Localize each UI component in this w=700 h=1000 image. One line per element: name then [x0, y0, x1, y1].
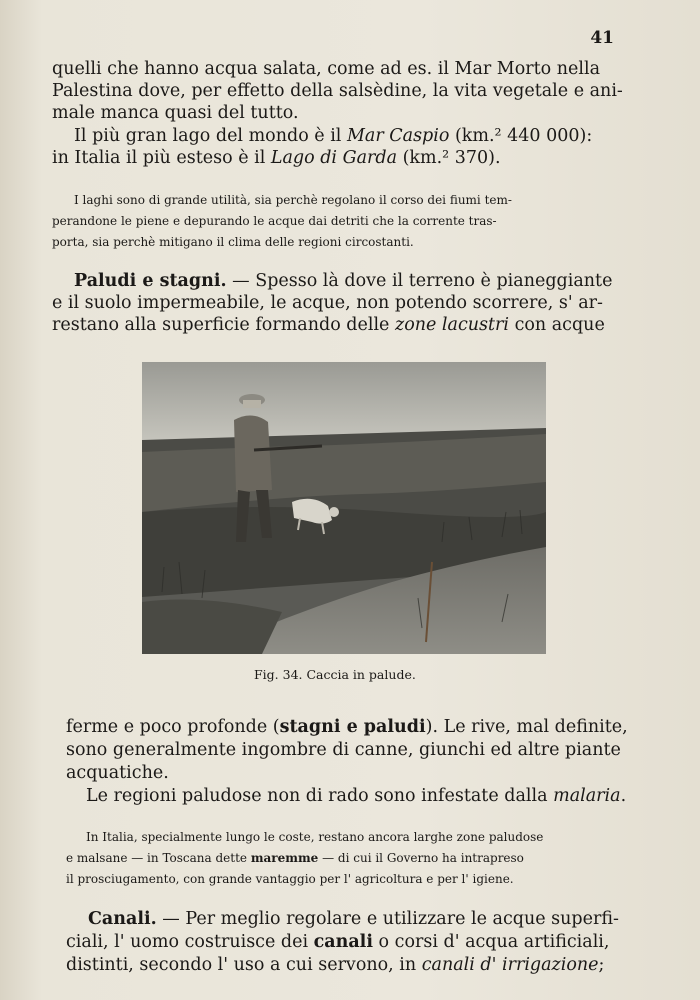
- bold-text: stagni e paludi: [279, 717, 426, 737]
- text-run: o corsi d' acqua artificiali,: [372, 932, 610, 952]
- text-line: acquatiche.: [66, 763, 169, 783]
- small-text-line: porta, sia perchè mitigano il clima delle regioni circostanti.: [52, 235, 414, 249]
- text-run: ferme e poco profonde (: [66, 717, 280, 737]
- text-line: [74, 125, 592, 148]
- text-line: [66, 931, 609, 954]
- text-line: [66, 954, 604, 977]
- text-run: Le regioni paludose non di rado sono infestate dalla: [86, 786, 554, 806]
- text-line: [66, 716, 628, 739]
- bold-text: maremme: [250, 851, 319, 865]
- emphasis-text: zone lacustri: [394, 315, 510, 335]
- text-line: [52, 314, 605, 337]
- text-run: distinti, secondo l' uso a cui servono, in: [66, 955, 422, 975]
- text-run: Il più gran lago del mondo è il: [74, 126, 347, 146]
- figure-caption: Fig. 34. Caccia in palude.: [254, 667, 416, 682]
- text-line: quelli che hanno acqua salata, come ad es. il Mar Morto nella: [52, 59, 601, 79]
- emphasis-text: Mar Caspio: [346, 126, 450, 146]
- text-run: — Spesso là dove il terreno è pianeggiante: [226, 271, 613, 291]
- small-text-line: In Italia, specialmente lungo le coste, restano ancora larghe zone paludose: [86, 830, 544, 844]
- text-run: — di cui il Governo ha intrapreso: [318, 851, 524, 865]
- text-run: e malsane — in Toscana dette: [66, 851, 251, 865]
- emphasis-text: Lago di Garda: [270, 148, 398, 168]
- text-line: sono generalmente ingombre di canne, giunchi ed altre piante: [66, 740, 621, 760]
- section-heading-line: [88, 908, 619, 931]
- small-text-line: il prosciugamento, con grande vantaggio per l' agricoltura e per l' igiene.: [66, 872, 514, 886]
- text-run: ;: [598, 955, 605, 975]
- text-run: con acque: [509, 315, 605, 335]
- text-line: [52, 147, 501, 170]
- text-run: in Italia il più esteso è il: [52, 148, 271, 168]
- section-heading: Paludi e stagni.: [74, 271, 227, 291]
- emphasis-text: canali d' irrigazione: [421, 955, 599, 975]
- section-heading-line: [74, 270, 612, 293]
- small-text-line: I laghi sono di grande utilità, sia perchè regolano il corso dei fiumi tem-: [74, 193, 512, 207]
- text-run: .: [620, 786, 627, 806]
- section-heading: Canali.: [88, 909, 157, 929]
- hunting-photo: [142, 362, 546, 654]
- small-text-line: [66, 848, 524, 869]
- emphasis-text: malaria: [553, 786, 621, 806]
- text-line: male manca quasi del tutto.: [52, 103, 299, 123]
- bold-text: canali: [313, 932, 373, 952]
- page-number: 41: [590, 28, 614, 48]
- text-line: [86, 785, 626, 808]
- text-run: ). Le rive, mal definite,: [425, 717, 628, 737]
- hunting-photo-illustration: [142, 362, 546, 654]
- small-text-line: perandone le piene e depurando le acque dai detriti che la corrente tras-: [52, 214, 497, 228]
- text-line: Palestina dove, per effetto della salsèdine, la vita vegetale e ani-: [52, 81, 623, 101]
- text-run: — Per meglio regolare e utilizzare le acque superfi-: [156, 909, 619, 929]
- text-run: (km.² 370).: [397, 148, 501, 168]
- text-run: (km.² 440 000):: [449, 126, 593, 146]
- text-run: restano alla superficie formando delle: [52, 315, 395, 335]
- text-line: e il suolo impermeabile, le acque, non potendo scorrere, s' ar-: [52, 293, 603, 313]
- text-run: ciali, l' uomo costruisce dei: [66, 932, 314, 952]
